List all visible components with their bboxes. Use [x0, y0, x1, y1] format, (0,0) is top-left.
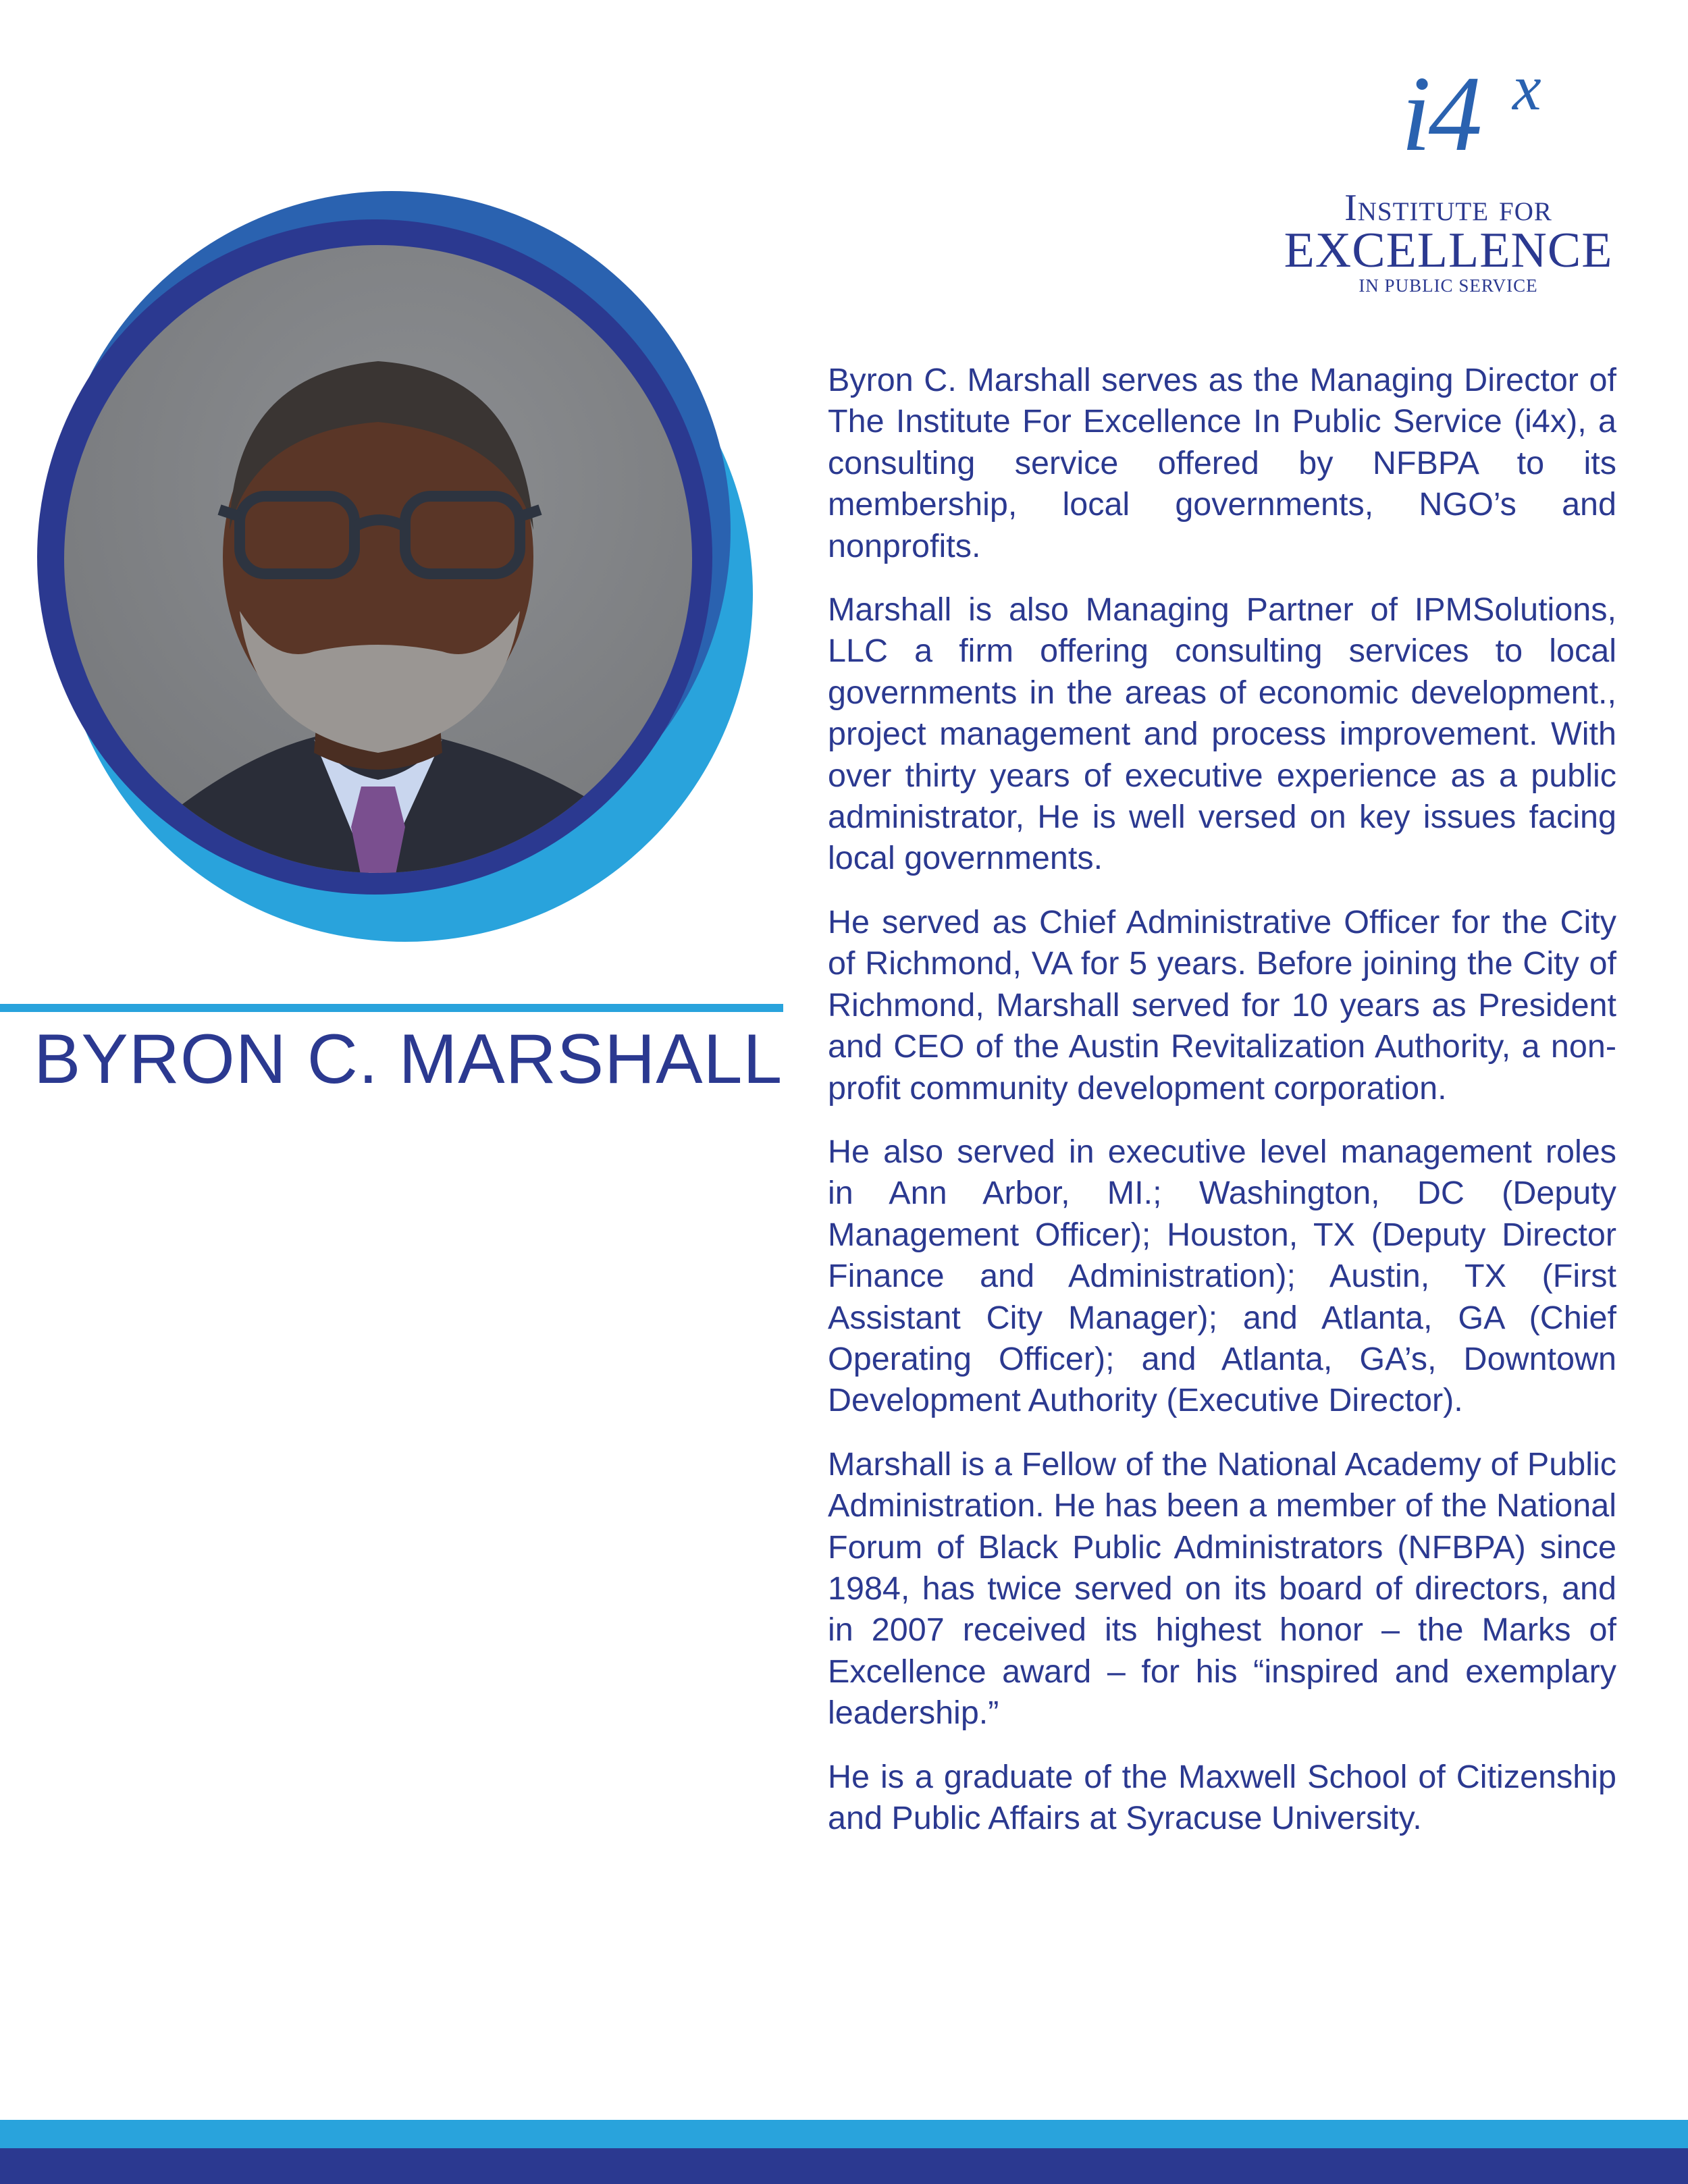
person-name: BYRON C. MARSHALL: [34, 1020, 783, 1098]
bio-paragraph-2: Marshall is also Managing Partner of IPMSolutions, LLC a firm offering consulting services to local governments in the areas of economic development., project management and process improvement. With over thirty years of executive experience as a public administrator, He is well versed on key issues facing local governments.: [828, 591, 1616, 877]
i4x-logo-mark: [1280, 51, 1617, 174]
bio-paragraph-5: Marshall is a Fellow of the National Academy of Public Administration. He has been a member of the National Forum of Black Public Administrators (NFBPA) since 1984, has twice served on its board of directors, and in 2007 received its highest honor – the Marks of Excellence award – for his “inspired and exemplary leadership.”: [828, 1445, 1616, 1732]
footer-band-dark: [0, 2148, 1688, 2184]
logo-mark-main: i4: [1401, 53, 1480, 174]
i4x-logo: [1280, 51, 1617, 296]
bio-paragraph-1: Byron C. Marshall serves as the Managing Director of The Institute For Excellence In Public Service (i4x), a consulting service offered by NFBPA to its membership, local governments, NGO’s and nonprofits.: [828, 362, 1616, 564]
bio-section: [828, 360, 1616, 1861]
footer-band-light: [0, 2120, 1688, 2148]
bio-paragraph-4: He also served in executive level management roles in Ann Arbor, MI.; Washington, DC (Deputy Management Officer); Houston, TX (Deputy Director Finance and Administration); Austin, TX (First Assistant City Manager); and Atlanta, GA (Chief Operating Officer); and Atlanta, GA’s, Downtown Development Authority (Executive Director).: [828, 1133, 1616, 1419]
bio-paragraph-3: He served as Chief Administrative Officer for the City of Richmond, VA for 5 years. Before joining the City of Richmond, Marshall served for 10 years as President and CEO of the Austin Revitalization Authority, a non-profit community development corporation.: [828, 903, 1616, 1107]
logo-line-institute-for: Institute for: [1344, 187, 1552, 229]
name-divider: [0, 1004, 783, 1012]
logo-line-in-public-service: IN PUBLIC SERVICE: [1359, 275, 1538, 296]
bio-paragraph-6: He is a graduate of the Maxwell School of Citizenship and Public Affairs at Syracuse University.: [828, 1758, 1616, 1836]
logo-mark-superscript: x: [1512, 51, 1541, 124]
portrait-graphic: [37, 179, 780, 942]
logo-line-excellence: EXCELLENCE: [1284, 223, 1613, 278]
